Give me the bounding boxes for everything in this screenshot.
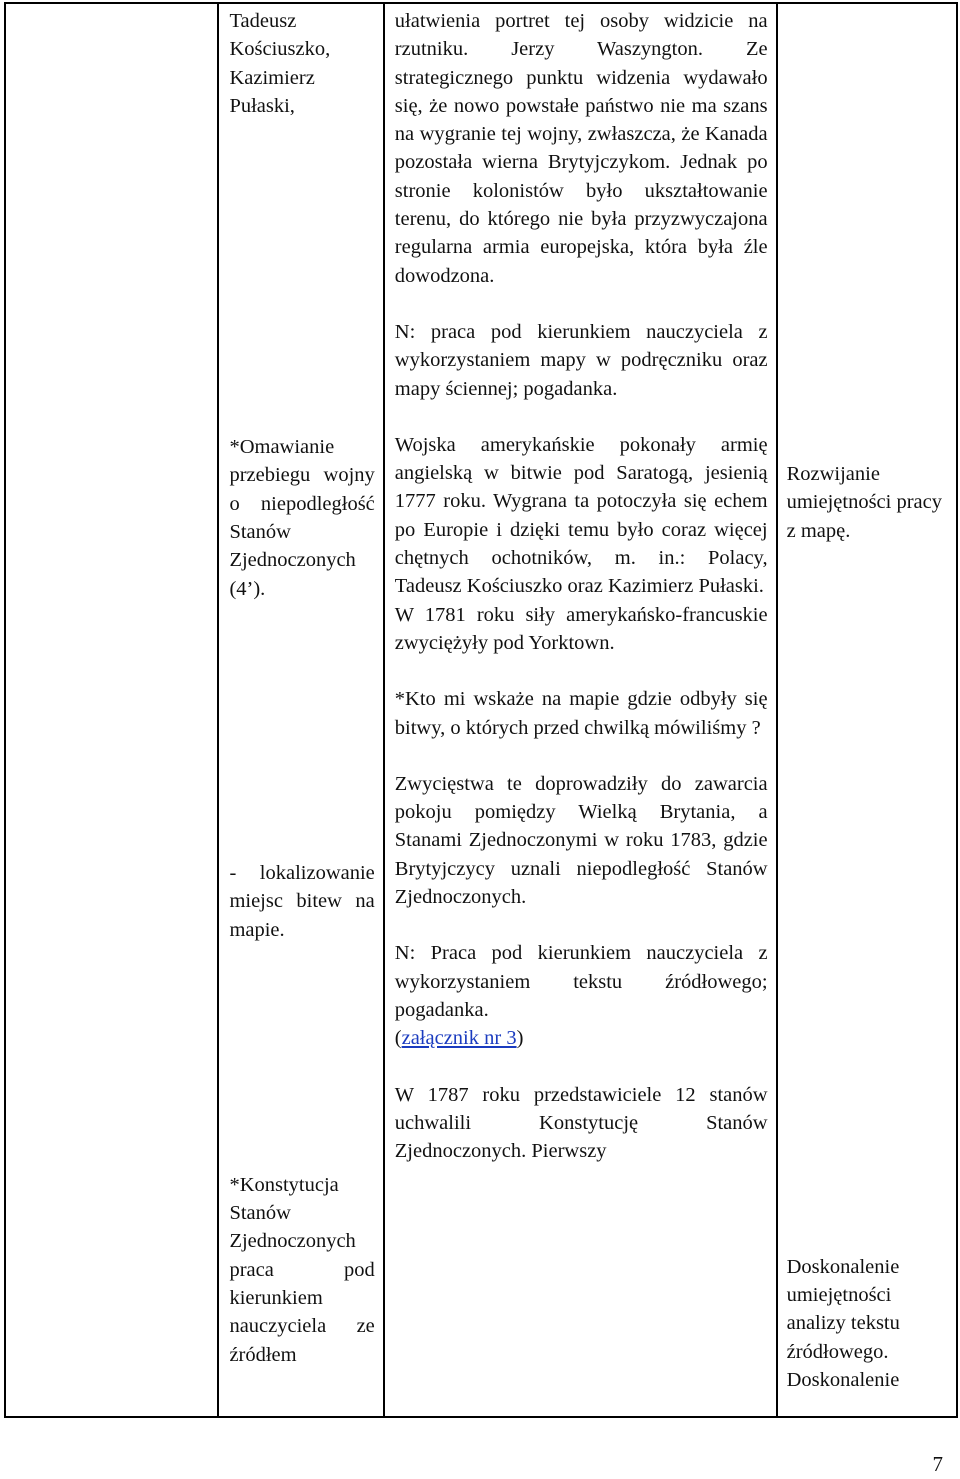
method-war: N: praca pod kierunkiem nauczyciela z wykorzystaniem mapy w podręczniku oraz mapy ściennej; pogadanka. <box>394 320 768 400</box>
method-constitution: N: Praca pod kierunkiem nauczyciela z wykorzystaniem tekstu źródłowego; pogadanka. <box>394 942 768 1021</box>
yorktown-paragraph: W 1781 roku siły amerykańsko-francuskie zwyciężyły pod Yorktown. <box>394 603 768 654</box>
page-number: 7 <box>932 1452 943 1476</box>
attachment-open-paren: ( <box>394 1027 402 1050</box>
skills-column <box>777 3 957 1417</box>
topic-column <box>218 3 383 1417</box>
constitution-1787-paragraph: W 1787 roku przedstawiciele 12 stanów uchwalili Konstytucję Stanów Zjednoczonych. Pierwszy <box>394 1083 768 1163</box>
table-row <box>5 3 957 1417</box>
skill-analysis: Doskonalenie umiejętności analizy tekstu źródłowego. Doskonalenie <box>786 1255 900 1392</box>
topic-war: *Omawianie przebiegu wojny o niepodległość Stanów Zjednoczonych (4’). <box>229 436 375 600</box>
saratoga-paragraph: Wojska amerykańskie pokonały armię angielską w bitwie pod Saratogą, jesienią 1777 roku. Wygrana ta potoczyła się echem po Europie i dzięki temu było coraz więcej chętnych ochotników, m. in.: Polacy, Tadeusz Kościuszko oraz Kazimierz Pułaski. <box>394 433 768 598</box>
attachment-reference <box>385 1024 776 1052</box>
content-column <box>384 3 777 1417</box>
skill-map: Rozwijanie umiejętności pracy z mapę. <box>786 463 942 542</box>
lesson-plan-table <box>4 2 958 1418</box>
teacher-question: *Kto mi wskaże na mapie gdzie odbyły się bitwy, o których przed chwilką mówiliśmy ? <box>394 688 768 739</box>
content-block-washington: ułatwienia portret tej osoby widzicie na rzutniku. Jerzy Waszyngton. Ze strategicznego punktu widzenia wydawało się, że nowo powstałe państwo nie ma szans na wygranie tej wojny, zwłaszcza, że Kanada pozostała wierna Brytyjczykom. Jednak po stronie kolonistów było ukształtowanie terenu, do którego nie była przyzwyczajona regularna armia europejska, która była źle dowodzona. <box>394 10 768 287</box>
left-empty-column <box>5 3 218 1417</box>
topic-battles: - lokalizowanie miejsc bitew na mapie. <box>229 861 375 941</box>
peace-paragraph: Zwycięstwa te doprowadziły do zawarcia pokoju pomiędzy Wielką Brytania, a Stanami Zjednoczonymi w roku 1783, gdzie Brytyjczycy uznali niepodległość Stanów Zjednoczonych. <box>394 772 768 909</box>
attachment-close-paren: ) <box>516 1027 524 1050</box>
topic-names: Tadeusz Kościuszko, Kazimierz Pułaski, <box>229 10 331 117</box>
attachment-link[interactable]: załącznik nr 3 <box>401 1027 517 1050</box>
topic-constitution: *Konstytucja Stanów Zjednoczonych praca pod kierunkiem nauczyciela ze źródłem <box>229 1173 375 1366</box>
